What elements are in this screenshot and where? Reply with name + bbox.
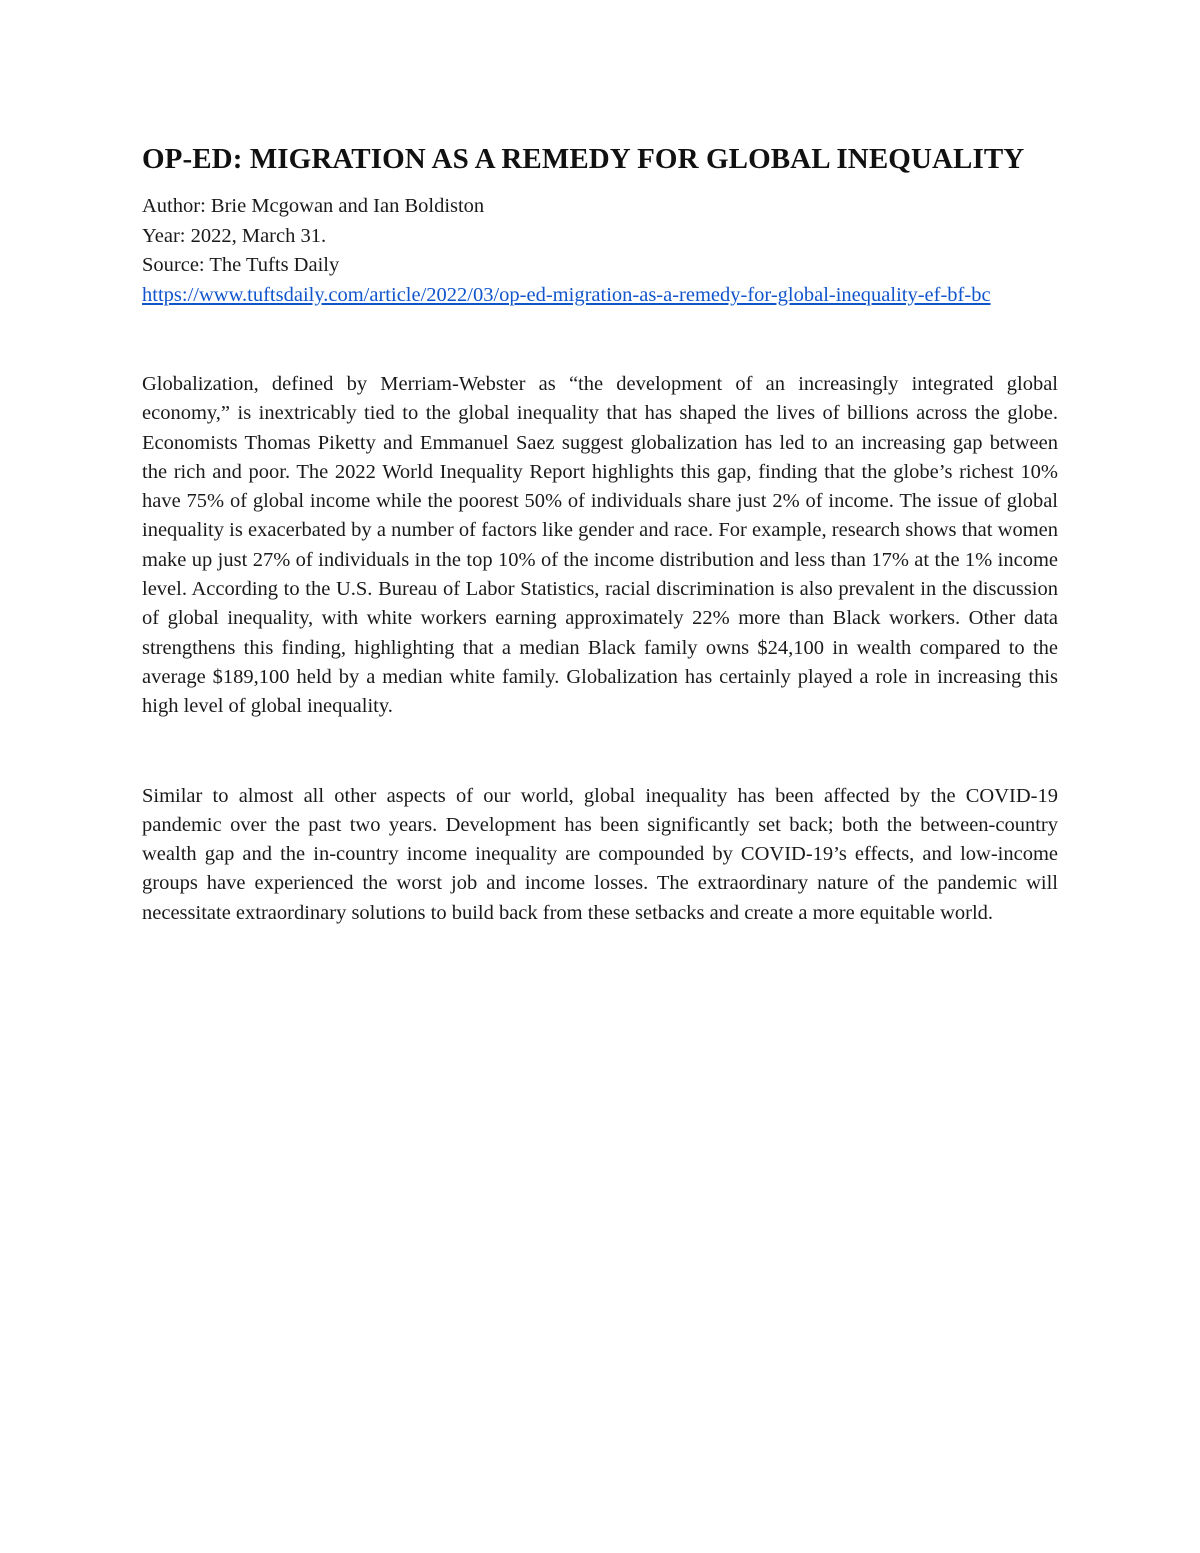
article-metadata [142,192,1058,310]
body-paragraph-1: Globalization, defined by Merriam-Webster as “the development of an increasingly integrated global economy,” is inextricably tied to the global inequality that has shaped the lives of billions across the globe. Economists Thomas Piketty and Emmanuel Saez suggest globalization has led to an increasing gap between the rich and poor. The 2022 World Inequality Report highlights this gap, finding that the globe’s richest 10% have 75% of global income while the poorest 50% of individuals share just 2% of income. The issue of global inequality is exacerbated by a number of factors like gender and race. For example, research shows that women make up just 27% of individuals in the top 10% of the income distribution and less than 17% at the 1% income level. According to the U.S. Bureau of Labor Statistics, racial discrimination is also prevalent in the discussion of global inequality, with white workers earning approximately 22% more than Black workers. Other data strengthens this finding, highlighting that a median Black family owns $24,100 in wealth compared to the average $189,100 held by a median white family. Globalization has certainly played a role in increasing this high level of global inequality. [142,373,1058,718]
source-url-link[interactable]: https://www.tuftsdaily.com/article/2022/03/op-ed-migration-as-a-remedy-for-global-inequality-ef-bf-bc [142,283,991,306]
source-line: Source: The Tufts Daily [142,254,340,276]
body-paragraph-2: Similar to almost all other aspects of our world, global inequality has been affected by the COVID-19 pandemic over the past two years. Development has been significantly set back; both the between-country wealth gap and the in-country income inequality are compounded by COVID-19’s effects, and low-income groups have experienced the worst job and income losses. The extraordinary nature of the pandemic will necessitate extraordinary solutions to build back from these setbacks and create a more equitable world. [142,784,1058,924]
year-line: Year: 2022, March 31. [142,224,327,247]
author-line: Author: Brie Mcgowan and Ian Boldiston [142,195,485,217]
document-page [142,140,1058,928]
article-title: OP-ED: MIGRATION AS A REMEDY FOR GLOBAL INEQUALITY [142,143,1025,175]
